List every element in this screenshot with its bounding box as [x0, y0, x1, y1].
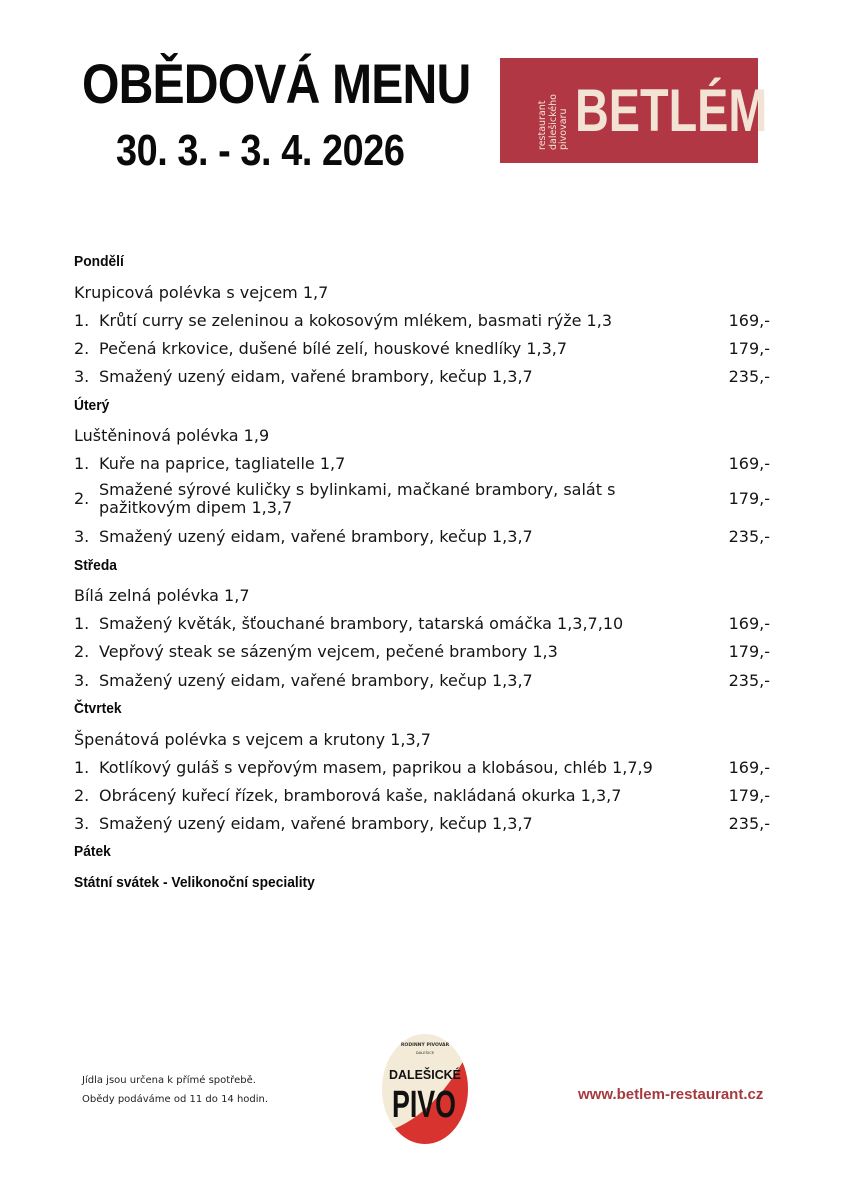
item-price: 169,-	[728, 454, 770, 473]
beer-logo-line2: PIVO	[392, 1084, 456, 1126]
menu-item	[74, 309, 774, 333]
item-name: Smažený uzený eidam, vařené brambory, kečup 1,3,7	[99, 814, 533, 833]
item-name: Pečená krkovice, dušené bílé zelí, houskové knedlíky 1,3,7	[99, 339, 568, 358]
footer-note-line2: Obědy podáváme od 11 do 14 hodin.	[82, 1094, 269, 1105]
item-name: Kotlíkový guláš s vepřovým masem, paprikou a klobásou, chléb 1,7,9	[99, 758, 653, 777]
item-name: Vepřový steak se sázeným vejcem, pečené brambory 1,3	[99, 642, 558, 661]
item-price: 179,-	[728, 489, 770, 508]
soup-tuesday: Luštěninová polévka 1,9	[74, 426, 270, 445]
holiday-note: Státní svátek - Velikonoční speciality	[74, 874, 315, 891]
item-price: 169,-	[728, 311, 770, 330]
footer-note-line1: Jídla jsou určena k přímé spotřebě.	[82, 1075, 256, 1086]
menu-item	[74, 640, 774, 664]
logo-line-restaurant: restaurant	[537, 100, 548, 150]
item-number: 2.	[74, 339, 90, 358]
page-title: OBĚDOVÁ MENU	[82, 52, 471, 115]
day-heading-friday: Pátek	[74, 843, 111, 860]
item-number: 1.	[74, 758, 90, 777]
item-number: 1.	[74, 454, 90, 473]
menu-item	[74, 784, 774, 808]
item-name: Obrácený kuřecí řízek, bramborová kaše, nakládaná okurka 1,3,7	[99, 786, 622, 805]
item-number: 2.	[74, 489, 90, 508]
item-name: Smažený uzený eidam, vařené brambory, kečup 1,3,7	[99, 367, 533, 386]
menu-item	[74, 525, 774, 549]
item-number: 3.	[74, 814, 90, 833]
day-heading-monday: Pondělí	[74, 253, 124, 270]
betlem-logo	[500, 58, 768, 163]
logo-name: BETLÉM	[575, 77, 768, 144]
item-number: 3.	[74, 527, 90, 546]
menu-item	[74, 337, 774, 361]
menu-item	[74, 756, 774, 780]
item-price: 235,-	[728, 527, 770, 546]
menu-item	[74, 612, 774, 636]
item-price: 179,-	[728, 786, 770, 805]
website-url: www.betlem-restaurant.cz	[578, 1086, 764, 1103]
beer-logo-line1: DALEŠICKÉ	[389, 1067, 462, 1082]
menu-item	[74, 365, 774, 389]
item-name: Krůtí curry se zeleninou a kokosovým mlékem, basmati rýže 1,3	[99, 311, 612, 330]
menu-item	[74, 479, 774, 519]
item-number: 2.	[74, 786, 90, 805]
item-price: 169,-	[728, 758, 770, 777]
beer-logo-top-text: RODINNÝ PIVOVAR	[400, 1043, 450, 1048]
soup-wednesday: Bílá zelná polévka 1,7	[74, 586, 250, 605]
item-price: 235,-	[728, 367, 770, 386]
item-name: Smažený uzený eidam, vařené brambory, kečup 1,3,7	[99, 527, 533, 546]
item-number: 1.	[74, 614, 90, 633]
item-name: Smažený květák, šťouchané brambory, tatarská omáčka 1,3,7,10	[99, 614, 624, 633]
item-number: 1.	[74, 311, 90, 330]
item-price: 235,-	[728, 671, 770, 690]
footer-note	[82, 1071, 268, 1109]
menu-item	[74, 812, 774, 836]
item-number: 3.	[74, 671, 90, 690]
item-price: 179,-	[728, 339, 770, 358]
soup-thursday: Špenátová polévka s vejcem a krutony 1,3,7	[74, 730, 431, 749]
soup-monday: Krupicová polévka s vejcem 1,7	[74, 283, 329, 302]
item-price: 235,-	[728, 814, 770, 833]
item-price: 179,-	[728, 642, 770, 661]
item-number: 2.	[74, 642, 90, 661]
day-heading-thursday: Čtvrtek	[74, 700, 122, 717]
logo-line-dalesickeho: dalešického	[547, 94, 559, 150]
menu-item	[74, 452, 774, 476]
date-range: 30. 3. - 3. 4. 2026	[116, 126, 405, 175]
beer-logo-sub-text: DALEŠICE	[415, 1050, 435, 1055]
item-price: 169,-	[728, 614, 770, 633]
day-heading-tuesday: Úterý	[74, 397, 110, 414]
item-name: Smažené sýrové kuličky s bylinkami, mačkané brambory, salát s pažitkovým dipem 1,3,7	[99, 480, 616, 517]
item-number: 3.	[74, 367, 90, 386]
logo-tagline	[538, 60, 570, 150]
logo-line-pivovaru: pivovaru	[558, 108, 569, 150]
dalesicke-pivo-logo	[381, 1033, 469, 1145]
item-name: Smažený uzený eidam, vařené brambory, kečup 1,3,7	[99, 671, 533, 690]
day-heading-wednesday: Středa	[74, 557, 117, 574]
item-name: Kuře na paprice, tagliatelle 1,7	[99, 454, 346, 473]
menu-item	[74, 669, 774, 693]
